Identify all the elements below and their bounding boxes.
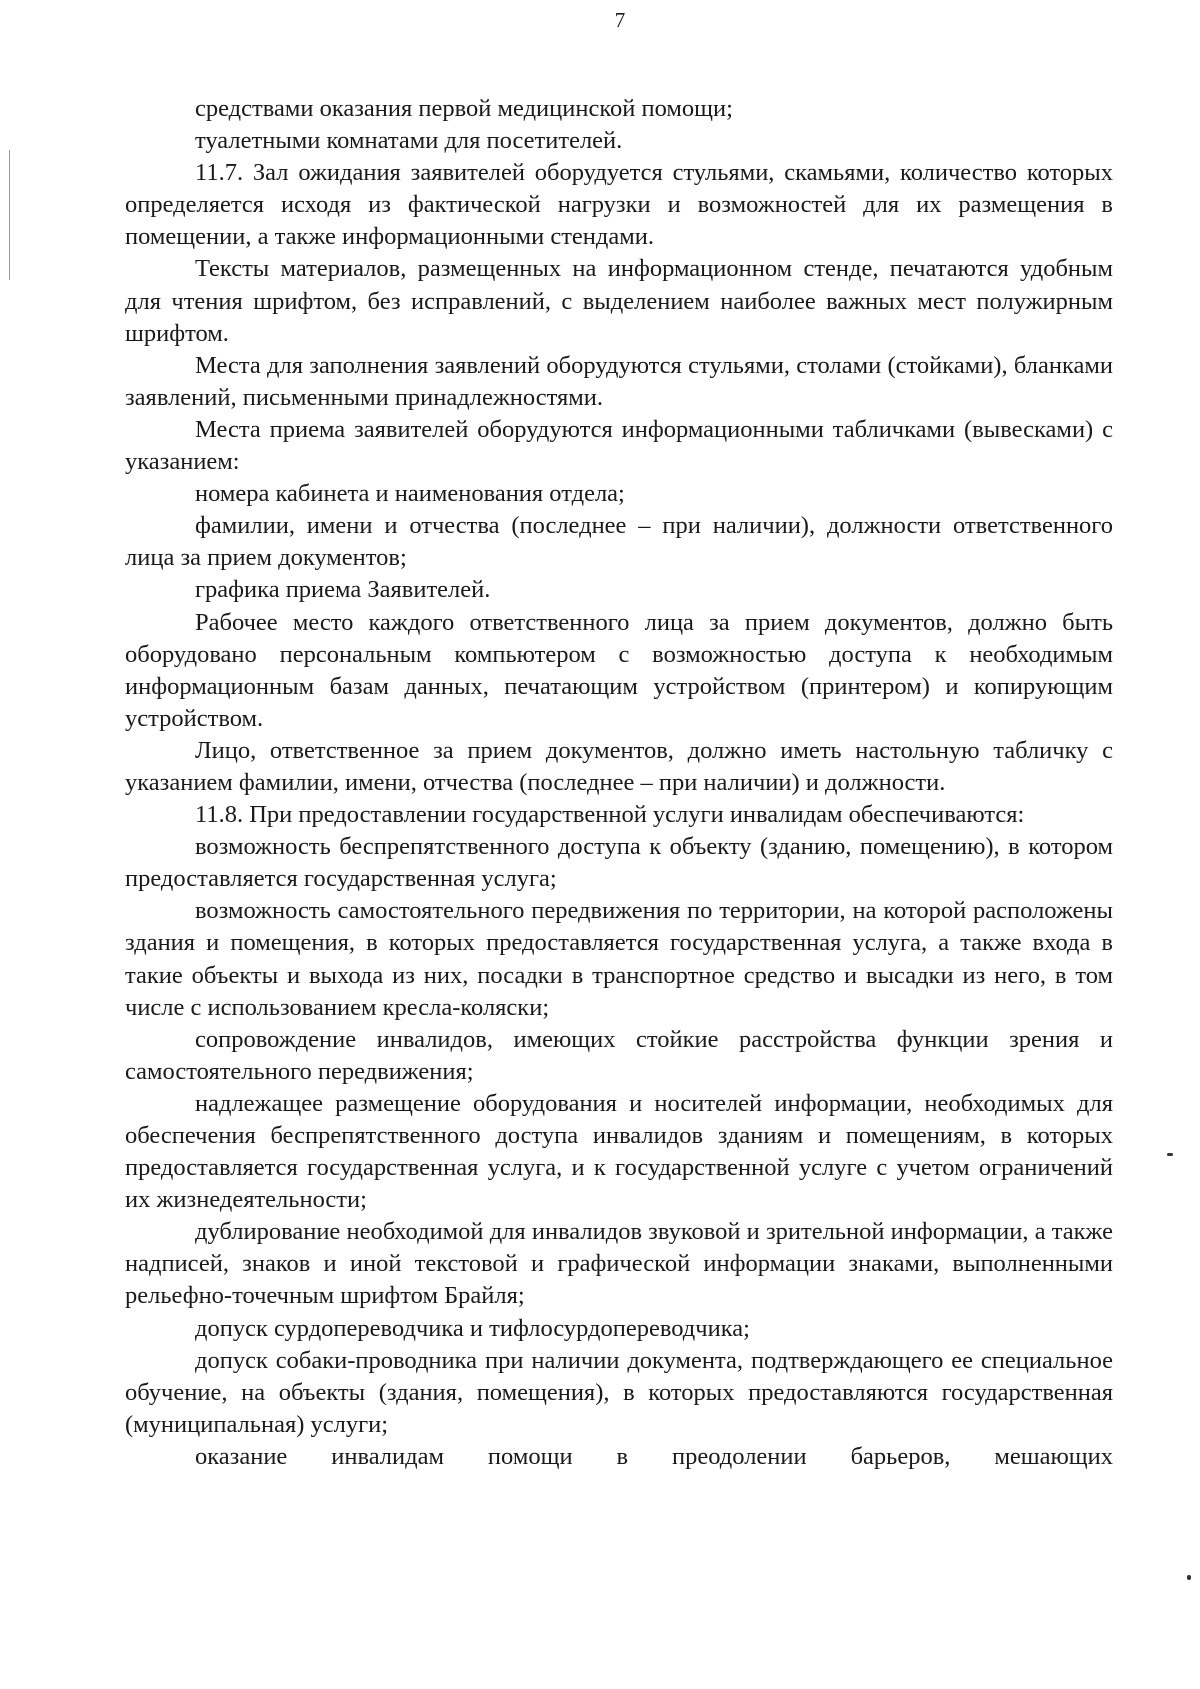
paragraph: надлежащее размещение оборудования и носителей информации, необходимых для обеспечения беспрепятственного доступа инвалидов зданиям и помещениям, в которых предоставляется государственная услуга, и к государственной услуге с учетом ограничений их жизнедеятельности;	[125, 1089, 1113, 1214]
paragraph: оказание инвалидам помощи в преодолении барьеров, мешающих	[195, 1442, 1113, 1470]
scan-artifact-line	[9, 150, 10, 280]
document-body	[125, 93, 1113, 1473]
paragraph: фамилии, имени и отчества (последнее – при наличии), должности ответственного лица за прием документов;	[125, 512, 1113, 572]
paragraph: Тексты материалов, размещенных на информационном стенде, печатаются удобным для чтения шрифтом, без исправлений, с выделением наиболее важных мест полужирным шрифтом.	[125, 255, 1113, 347]
scan-artifact-dot	[1167, 1153, 1173, 1156]
paragraph: возможность самостоятельного передвижения по территории, на которой расположены здания и помещения, в которых предоставляется государственная услуга, а также входа в такие объекты и выхода из них, посадки в транспортное средство и высадки из него, в том числе с использованием кресла-коляски;	[125, 897, 1113, 1021]
paragraph: 11.8. При предоставлении государственной услуги инвалидам обеспечиваются:	[195, 801, 1025, 829]
paragraph: дублирование необходимой для инвалидов звуковой и зрительной информации, а также надписей, знаков и иной текстовой и графической информации знаками, выполненными рельефно-точечным шрифтом Брайля;	[125, 1218, 1113, 1310]
paragraph: допуск сурдопереводчика и тифлосурдопереводчика;	[195, 1314, 750, 1342]
paragraph: средствами оказания первой медицинской помощи;	[195, 95, 733, 122]
paragraph: Места приема заявителей оборудуются информационными табличками (вывесками) с указанием:	[125, 415, 1113, 476]
paragraph: допуск собаки-проводника при наличии документа, подтверждающего ее специальное обучение, на объекты (здания, помещения), в которых предоставляются государственная (муниципальная) услуги;	[125, 1346, 1113, 1438]
paragraph: возможность беспрепятственного доступа к объекту (зданию, помещению), в котором предоставляется государственная услуга;	[125, 833, 1113, 893]
paragraph: Места для заполнения заявлений оборудуются стульями, столами (стойками), бланками заявлений, письменными принадлежностями.	[125, 351, 1113, 411]
paragraph: сопровождение инвалидов, имеющих стойкие расстройства функции зрения и самостоятельного передвижения;	[125, 1025, 1113, 1085]
paragraph: графика приема Заявителей.	[195, 576, 491, 604]
paragraph: Рабочее место каждого ответственного лица за прием документов, должно быть оборудовано персональным компьютером с возможностью доступа к необходимым информационным базам данных, печатающим устройством (принтером) и копирующим устройством.	[125, 608, 1113, 732]
paragraph: туалетными комнатами для посетителей.	[195, 127, 623, 155]
paragraph: номера кабинета и наименования отдела;	[195, 480, 625, 508]
scan-artifact-dot	[1187, 1575, 1191, 1580]
paragraph: 11.7. Зал ожидания заявителей оборудуется стульями, скамьями, количество которых определяется исходя из фактической нагрузки и возможностей для их размещения в помещении, а также информационными стендами.	[125, 159, 1113, 251]
paragraph: Лицо, ответственное за прием документов, должно иметь настольную табличку с указанием фамилии, имени, отчества (последнее – при наличии) и должности.	[125, 736, 1113, 796]
page-number: 7	[614, 8, 626, 32]
